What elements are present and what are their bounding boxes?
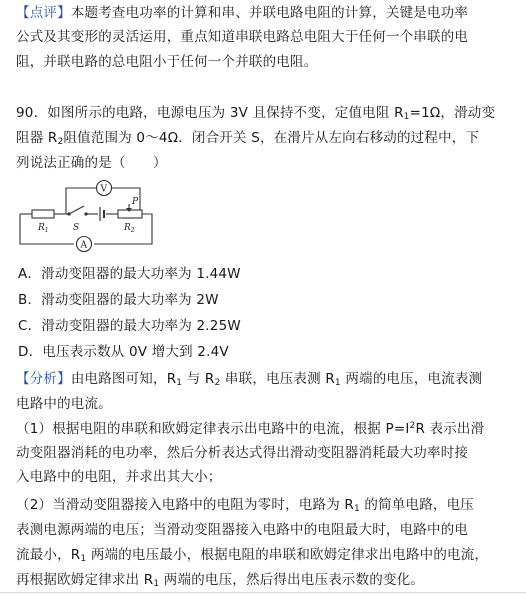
analysis-p1-sup: 2 (409, 421, 416, 431)
ammeter-label: A (80, 240, 87, 251)
analysis-sub-1: 1 (176, 378, 183, 388)
analysis-p1-text-a: （1）根据电阻的串联和欧姆定律表示出电路中的电流，根据 P=I (16, 421, 410, 437)
analysis-text-1d: 两端的电压，电流表测 (340, 371, 483, 387)
analysis-p2-text-b: 的简单电路，电压 (359, 497, 474, 513)
question-text-2b: 阻值范围为 0～4Ω．闭合开关 S，在滑片从左向右移动的过程中，下 (63, 130, 480, 146)
analysis-p1-line-2: 动变阻器消耗的电功率，然后分析表达式得出滑动变阻器消耗最大功率时接 (16, 445, 469, 461)
analysis-p2-text-4a: 再根据欧姆定律求出 R (16, 572, 154, 588)
analysis-line-1 (16, 369, 482, 389)
voltmeter-label: V (100, 184, 107, 195)
question-sub-1: 1 (403, 112, 410, 122)
analysis-p2-sub-4: 1 (153, 579, 160, 589)
comment-line-1 (16, 3, 468, 23)
question-text-2a: 阻器 R (16, 130, 58, 146)
analysis-line-2: 电路中的电流。 (16, 396, 112, 412)
circuit-diagram (14, 178, 164, 254)
analysis-p1-line-1 (16, 419, 484, 439)
analysis-p1-text-b: R 表示出滑 (415, 421, 485, 437)
comment-tag: 【点评】 (16, 5, 71, 21)
r2-rheostat (118, 210, 142, 218)
question-text-1a: 90．如图所示的电路，电源电压为 3V 且保持不变，定值电阻 R (16, 105, 404, 121)
r1-resistor (32, 210, 54, 218)
analysis-p2-line-1 (16, 495, 474, 515)
analysis-p1-line-3: 入电路中的电阻，并求出其大小； (16, 469, 222, 485)
option-a[interactable]: A．滑动变阻器的最大功率为 1.44W (18, 266, 241, 282)
option-d[interactable]: D．电压表示数从 0V 增大到 2.4V (18, 344, 229, 360)
comment-line-2: 公式及其变形的灵活运用，重点知道串联电路总电阻大于任何一个串联的电 (16, 29, 469, 45)
analysis-text-1b: 与 R (182, 371, 215, 387)
analysis-tag: 【分析】 (16, 371, 71, 387)
analysis-p2-line-3 (16, 545, 488, 565)
option-b[interactable]: B．滑动变阻器的最大功率为 2W (18, 292, 219, 308)
question-line-1 (16, 103, 495, 123)
question-text-1b: =1Ω，滑动变 (409, 105, 496, 121)
slider-label: P (132, 197, 139, 207)
question-sub-2: 2 (57, 137, 64, 147)
analysis-sub-2: 2 (214, 378, 221, 388)
r1-label: $R_1$ (38, 223, 49, 234)
comment-text-1: 本题考查电功率的计算和串、并联电路电阻的计算，关键是电功率 (70, 5, 469, 21)
analysis-text-1c: 串联，电压表测 R (220, 371, 335, 387)
question-line-3: 列说法正确的是（ ） (16, 155, 167, 171)
analysis-sub-3: 1 (334, 378, 341, 388)
switch-blade (69, 206, 84, 214)
switch-label: S (73, 223, 80, 233)
bottom-divider (0, 592, 526, 593)
analysis-p2-line-4 (16, 570, 424, 590)
analysis-text-1a: 由电路图可知，R (70, 371, 177, 387)
analysis-p2-sub-3: 1 (80, 554, 87, 564)
question-line-2 (16, 128, 479, 148)
analysis-p2-text-4b: 两端的电压，然后得出电压表示数的变化。 (159, 572, 425, 588)
analysis-p2-line-2: 表测电源两端的电压；当滑动变阻器接入电路中的电阻最大时，电路中的电 (16, 522, 469, 538)
option-c[interactable]: C．滑动变阻器的最大功率为 2.25W (18, 318, 241, 334)
comment-line-3: 阻，并联电路的总电阻小于任何一个并联的电阻。 (16, 54, 318, 70)
analysis-p2-text-3b: 两端的电压最小，根据电阻的串联和欧姆定律求出电路中的电流， (86, 547, 489, 563)
analysis-p2-sub-1: 1 (353, 504, 360, 514)
analysis-p2-text-3a: 流最小，R (16, 547, 81, 563)
r2-label: $R_2$ (124, 223, 135, 234)
switch-right-contact (84, 212, 87, 215)
analysis-p2-text-a: （2）当滑动变阻器接入电路中的电阻为零时，电路为 R (16, 497, 354, 513)
